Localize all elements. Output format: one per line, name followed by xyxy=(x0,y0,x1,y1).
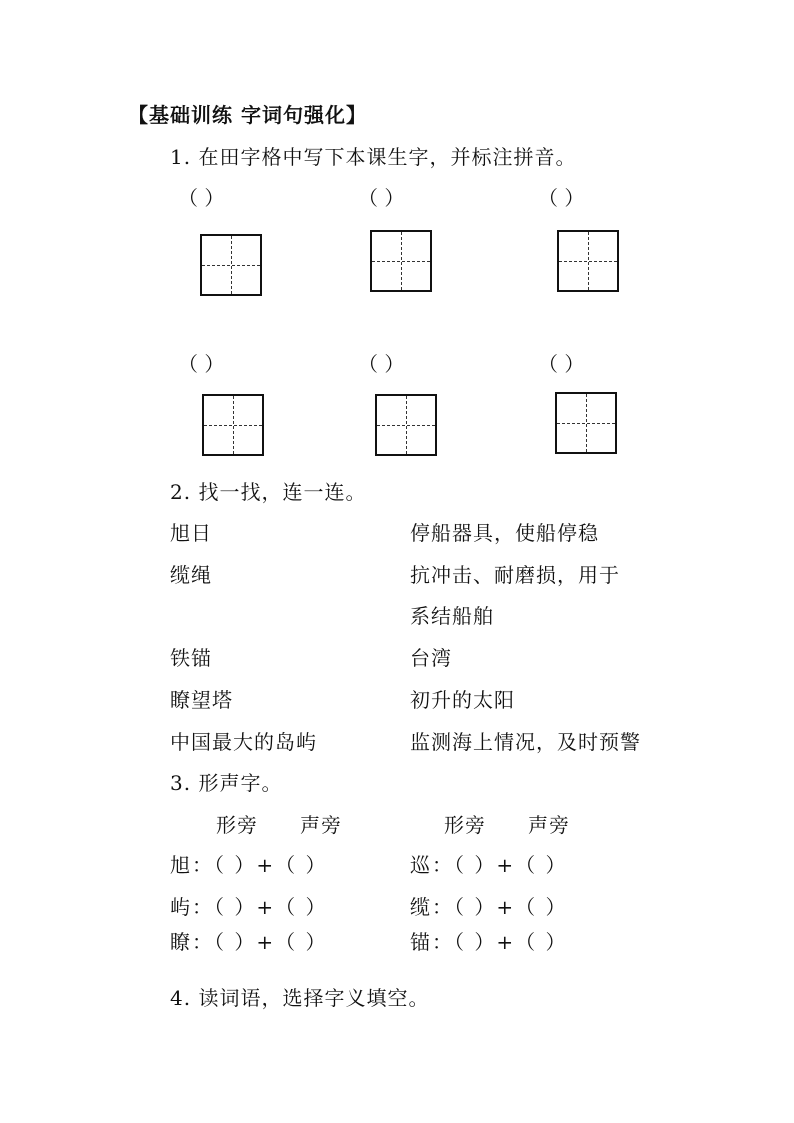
pinyin-blank-6[interactable]: （ ） xyxy=(538,352,585,376)
phonetic-char: 巡 xyxy=(410,853,432,877)
tian-grid-5[interactable] xyxy=(375,394,437,456)
pinyin-blank-1[interactable]: （ ） xyxy=(178,186,225,210)
q3-prompt: 3. 形声字。 xyxy=(170,771,283,795)
q1-prompt: 1. 在田字格中写下本课生字，并标注拼音。 xyxy=(170,145,577,169)
phonetic-row xyxy=(170,853,327,877)
pinyin-blank-2[interactable]: （ ） xyxy=(358,186,405,210)
header-sound: 声旁 xyxy=(528,813,570,837)
section-title: 【基础训练 字词句强化】 xyxy=(128,103,367,127)
pinyin-blank-5[interactable]: （ ） xyxy=(358,352,405,376)
tian-grid-3[interactable] xyxy=(557,230,619,292)
pinyin-blank-4[interactable]: （ ） xyxy=(178,352,225,376)
tian-grid-1[interactable] xyxy=(200,234,262,296)
match-left-item[interactable]: 中国最大的岛屿 xyxy=(170,730,317,754)
component-blanks[interactable]: ：（ ）+（ ） xyxy=(432,853,568,877)
match-right-item[interactable]: 抗冲击、耐磨损，用于 xyxy=(410,563,620,587)
match-right-item[interactable]: 初升的太阳 xyxy=(410,688,515,712)
phonetic-char: 缆 xyxy=(410,895,432,919)
q2-prompt: 2. 找一找，连一连。 xyxy=(170,480,367,504)
tian-grid-2[interactable] xyxy=(370,230,432,292)
match-left-item[interactable]: 瞭望塔 xyxy=(170,688,233,712)
match-right-item[interactable]: 监测海上情况，及时预警 xyxy=(410,730,641,754)
match-left-item[interactable]: 旭日 xyxy=(170,521,212,545)
phonetic-char: 锚 xyxy=(410,930,432,954)
tian-grid-4[interactable] xyxy=(202,394,264,456)
match-right-item-cont: 系结船舶 xyxy=(410,604,494,628)
q4-prompt: 4. 读词语，选择字义填空。 xyxy=(170,986,430,1010)
match-left-item[interactable]: 铁锚 xyxy=(170,646,212,670)
phonetic-row xyxy=(410,930,567,954)
phonetic-row xyxy=(410,895,567,919)
component-blanks[interactable]: ：（ ）+（ ） xyxy=(432,895,568,919)
header-form: 形旁 xyxy=(444,813,486,837)
phonetic-row xyxy=(170,930,327,954)
header-sound: 声旁 xyxy=(300,813,342,837)
phonetic-char: 瞭 xyxy=(170,930,192,954)
phonetic-char: 旭 xyxy=(170,853,192,877)
tian-grid-6[interactable] xyxy=(555,392,617,454)
match-right-item[interactable]: 停船器具，使船停稳 xyxy=(410,521,599,545)
component-blanks[interactable]: ：（ ）+（ ） xyxy=(192,853,328,877)
component-blanks[interactable]: ：（ ）+（ ） xyxy=(192,930,328,954)
component-blanks[interactable]: ：（ ）+（ ） xyxy=(432,930,568,954)
pinyin-blank-3[interactable]: （ ） xyxy=(538,186,585,210)
match-right-item[interactable]: 台湾 xyxy=(410,646,452,670)
phonetic-char: 屿 xyxy=(170,895,192,919)
phonetic-row xyxy=(410,853,567,877)
component-blanks[interactable]: ：（ ）+（ ） xyxy=(192,895,328,919)
phonetic-row xyxy=(170,895,327,919)
match-left-item[interactable]: 缆绳 xyxy=(170,563,212,587)
header-form: 形旁 xyxy=(216,813,258,837)
